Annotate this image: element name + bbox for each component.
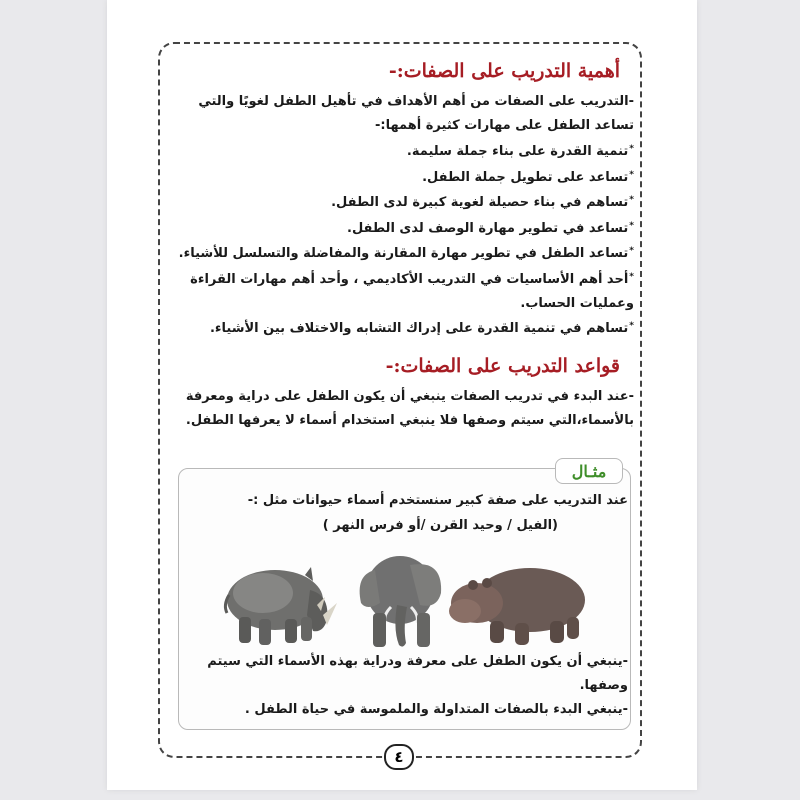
- example-line-1: عند التدريب على صفة كبير سنستخدم أسماء حيوانات مثل :-: [247, 493, 628, 508]
- section1-heading: أهمية التدريب على الصفات:-: [388, 60, 620, 82]
- benefits-list: [170, 138, 634, 341]
- list-item: *تساعد في تطوير مهارة الوصف لدى الطفل.: [347, 220, 634, 236]
- example-tab: مثـال: [555, 458, 623, 484]
- list-item: *تساعد الطفل في تطوير مهارة المقارنة والمفاضلة والتسلسل للأشياء.: [178, 246, 634, 262]
- list-item: *أحد أهم الأساسيات في التدريب الأكاديمي ، وأحد أهم مهارات القراءة وعمليات الحساب.: [190, 271, 634, 311]
- rhinoceros-image: [225, 567, 337, 645]
- elephant-image: [360, 556, 441, 647]
- hippopotamus-image: [449, 568, 585, 645]
- example-text: [190, 488, 628, 538]
- section1-intro: -التدريب على الصفات من أهم الأهداف في تأهيل الطفل لغويًا والتي تساعد الطفل على مهارات كثيرة أهمها:-: [198, 94, 634, 133]
- animals-illustration: [215, 545, 595, 655]
- list-item: *تساهم في بناء حصيلة لغوية كبيرة لدى الطفل.: [331, 195, 634, 211]
- list-item: *تنمية القدرة على بناء جملة سليمة.: [406, 144, 634, 159]
- example-notes: [190, 650, 628, 722]
- list-item: *تساهم في تنمية القدرة على إدراك التشابه والاختلاف بين الأشياء.: [209, 321, 634, 337]
- example-line-2: (الفيل / وحيد القرن /أو فرس النهر ): [322, 518, 558, 533]
- list-item: *تساعد على تطويل جملة الطفل.: [422, 169, 634, 185]
- example-note-1: -ينبغي أن يكون الطفل على معرفة ودراية بهذه الأسماء التي سيتم وصفها.: [207, 654, 628, 693]
- example-note-2: -ينبغي البدء بالصفات المتداولة والملموسة في حياة الطفل .: [244, 702, 628, 717]
- section2-text: -عند البدء في تدريب الصفات ينبغي أن يكون الطفل على دراية ومعرفة بالأسماء،التي سيتم وصفها فلا ينبغي استخدام أسماء لا يعرفها الطفل.: [185, 388, 634, 428]
- page-number: ٤: [384, 744, 414, 770]
- main-content: [170, 60, 634, 433]
- section2-heading: قواعد التدريب على الصفات:-: [385, 354, 620, 377]
